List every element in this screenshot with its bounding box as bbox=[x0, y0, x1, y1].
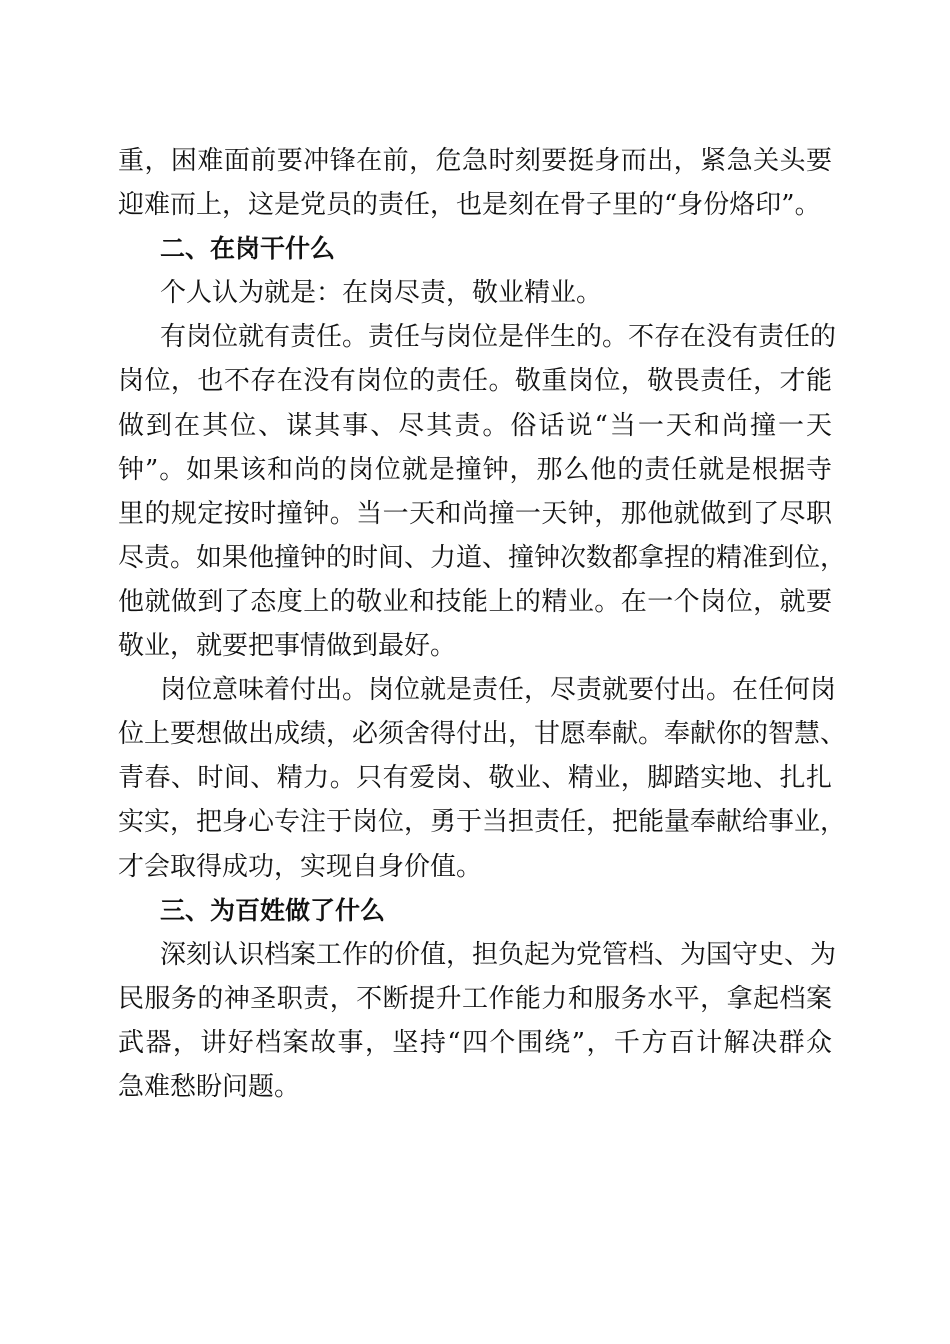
paragraph-line: 尽责。如果他撞钟的时间、力道、撞钟次数都拿捏的精准到位， bbox=[118, 542, 847, 573]
paragraph-line: 做到在其位、谋其事、尽其责。俗话说“当一天和尚撞一天 bbox=[118, 410, 832, 441]
document-body bbox=[118, 139, 847, 1109]
paragraph-line: 重，困难面前要冲锋在前，危急时刻要挺身而出，紧急关头要 bbox=[118, 146, 832, 176]
paragraph-line: 才会取得成功，实现自身价值。 bbox=[118, 851, 483, 882]
paragraph-line: 深刻认识档案工作的价值，担负起为党管档、为国守史、为 bbox=[160, 939, 837, 970]
paragraph-line: 武器，讲好档案故事，坚持“四个围绕”，千方百计解决群众 bbox=[118, 1027, 832, 1058]
paragraph-line: 岗位意味着付出。岗位就是责任，尽责就要付出。在任何岗 bbox=[160, 675, 837, 706]
paragraph-line: 他就做到了态度上的敬业和技能上的精业。在一个岗位，就要 bbox=[118, 586, 832, 617]
paragraph-line: 敬业，就要把事情做到最好。 bbox=[118, 631, 457, 662]
paragraph-line: 钟”。如果该和尚的岗位就是撞钟，那么他的责任就是根据寺 bbox=[118, 454, 832, 485]
paragraph-line: 迎难而上，这是党员的责任，也是刻在骨子里的“身份烙印”。 bbox=[118, 190, 821, 221]
paragraph-line: 岗位，也不存在没有岗位的责任。敬重岗位，敬畏责任，才能 bbox=[118, 366, 832, 397]
paragraph-line: 有岗位就有责任。责任与岗位是伴生的。不存在没有责任的 bbox=[160, 322, 837, 353]
paragraph-line: 个人认为就是：在岗尽责，敬业精业。 bbox=[160, 278, 603, 309]
section-heading-3: 三、为百姓做了什么 bbox=[160, 895, 386, 925]
paragraph-line: 青春、时间、精力。只有爱岗、敬业、精业，脚踏实地、扎扎 bbox=[118, 763, 832, 794]
section-heading-2: 二、在岗干什么 bbox=[160, 234, 336, 264]
paragraph-line: 民服务的神圣职责，不断提升工作能力和服务水平，拿起档案 bbox=[118, 983, 832, 1014]
paragraph-line: 里的规定按时撞钟。当一天和尚撞一天钟，那他就做到了尽职 bbox=[118, 498, 832, 529]
paragraph-line: 位上要想做出成绩，必须舍得付出，甘愿奉献。奉献你的智慧、 bbox=[118, 719, 847, 750]
paragraph-line: 急难愁盼问题。 bbox=[118, 1071, 301, 1102]
paragraph-line: 实实，把身心专注于岗位，勇于当担责任，把能量奉献给事业， bbox=[118, 807, 847, 838]
